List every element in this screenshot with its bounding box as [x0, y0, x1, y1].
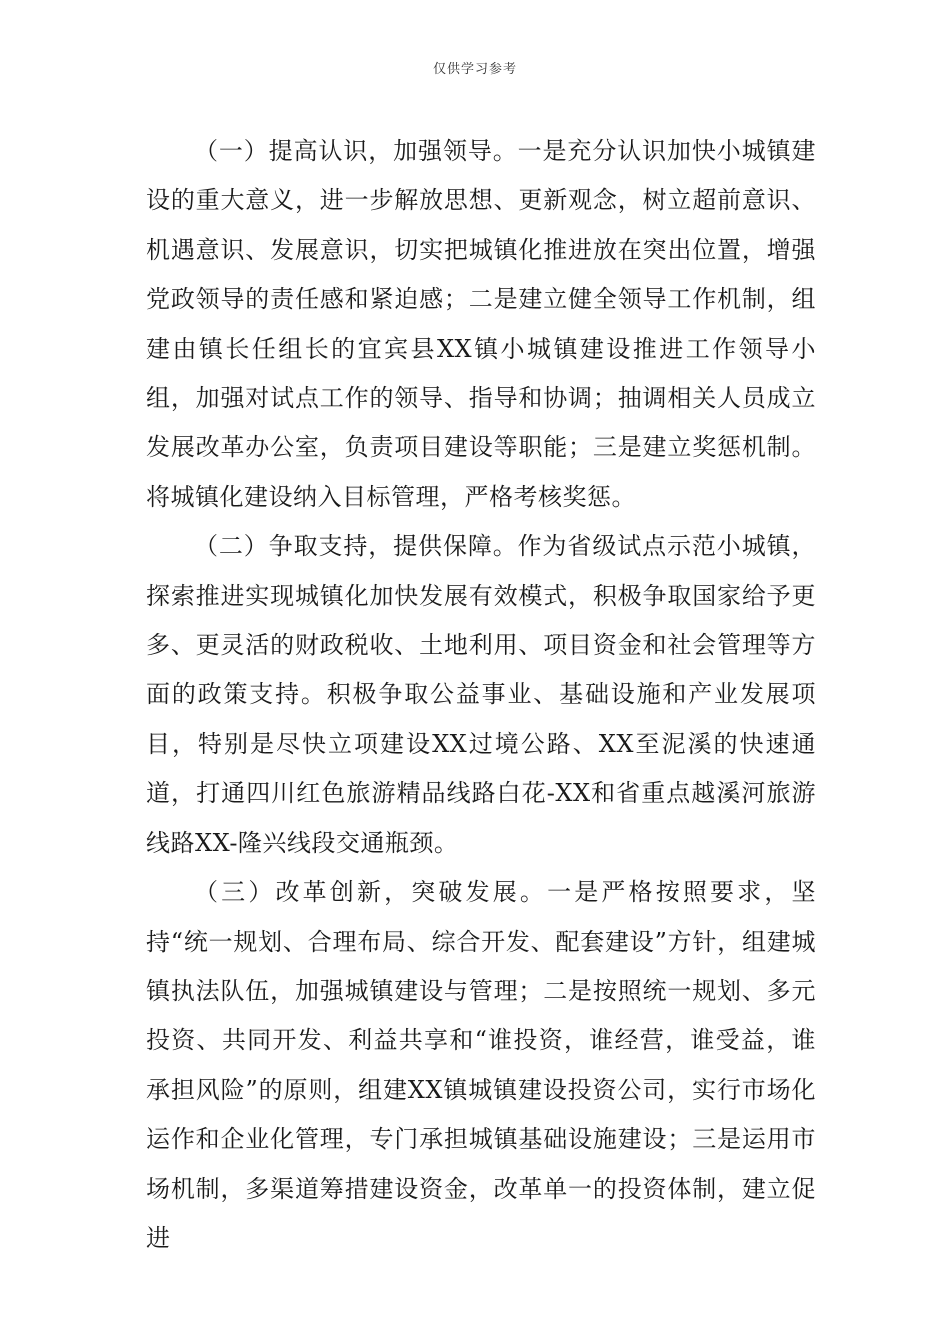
page-header: 仅供学习参考	[432, 62, 517, 77]
document-body	[146, 127, 816, 1263]
paragraph-3: （三）改革创新，突破发展。一是严格按照要求，坚持“统一规划、合理布局、综合开发、配套建设”方针，组建城镇执法队伍，加强城镇建设与管理；二是按照统一规划、多元投资、共同开发、利益共享和“谁投资，谁经营，谁受益，谁承担风险”的原则，组建XX镇城镇建设投资公司，实行市场化运作和企业化管理，专门承担城镇基础设施建设；三是运用市场机制，多渠道筹措建设资金，改革单一的投资体制，建立促进	[146, 878, 816, 1252]
paragraph-2: （二）争取支持，提供保障。作为省级试点示范小城镇，探索推进实现城镇化加快发展有效模式，积极争取国家给予更多、更灵活的财政税收、土地利用、项目资金和社会管理等方面的政策支持。积极争取公益事业、基础设施和产业发展项目，特别是尽快立项建设XX过境公路、XX至泥溪的快速通道，打通四川红色旅游精品线路白花-XX和省重点越溪河旅游线路XX-隆兴线段交通瓶颈。	[146, 532, 816, 857]
paragraph-1: （一）提高认识，加强领导。一是充分认识加快小城镇建设的重大意义，进一步解放思想、更新观念，树立超前意识、机遇意识、发展意识，切实把城镇化推进放在突出位置，增强党政领导的责任感和紧迫感；二是建立健全领导工作机制，组建由镇长任组长的宜宾县XX镇小城镇建设推进工作领导小组，加强对试点工作的领导、指导和协调；抽调相关人员成立发展改革办公室，负责项目建设等职能；三是建立奖惩机制。将城镇化建设纳入目标管理，严格考核奖惩。	[146, 137, 816, 511]
